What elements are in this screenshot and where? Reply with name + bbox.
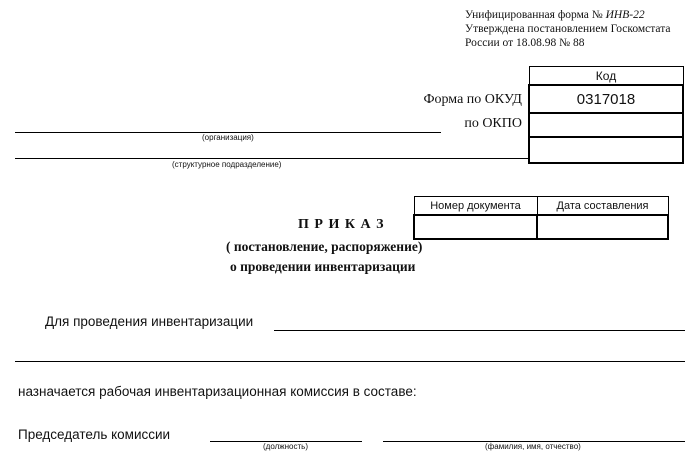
form-code: ИНВ-22	[605, 9, 645, 21]
order-subject: о проведении инвентаризации	[230, 259, 416, 274]
subdivision-line[interactable]	[15, 158, 528, 159]
purpose-label: Для проведения инвентаризации	[45, 314, 254, 329]
organization-caption: (организация)	[202, 133, 254, 142]
order-subtitle: ( постановление, распоряжение)	[226, 239, 423, 254]
form-header-line3: России от 18.08.98 № 88	[465, 37, 585, 49]
okpo-label: по ОКПО	[464, 116, 522, 131]
purpose-line[interactable]	[274, 330, 685, 331]
purpose-line-2[interactable]	[15, 361, 685, 362]
doc-number-header: Номер документа	[414, 197, 537, 216]
chairman-label: Председатель комиссии	[18, 427, 171, 442]
form-header	[465, 8, 671, 50]
form-header-line1: Унифицированная форма № ИНВ-22	[465, 9, 645, 21]
doc-date-header: Дата составления	[537, 197, 668, 216]
doc-number-field[interactable]	[414, 215, 537, 239]
commission-text: назначается рабочая инвентаризационная комиссия в составе:	[18, 384, 417, 399]
subdivision-caption: (структурное подразделение)	[172, 160, 282, 169]
code-header: Код	[529, 67, 683, 86]
full-name-caption: (фамилия, имя, отчество)	[485, 442, 581, 451]
code-table	[528, 66, 684, 164]
document-table	[413, 196, 669, 240]
form-header-line2: Утверждена постановлением Госкомстата	[465, 23, 671, 35]
order-title: П Р И К А З	[298, 217, 385, 232]
doc-date-field[interactable]	[537, 215, 668, 239]
position-caption: (должность)	[263, 442, 308, 451]
okud-value-field[interactable]: 0317018	[529, 85, 683, 113]
okud-label: Форма по ОКУД	[423, 92, 522, 107]
okpo-value-field[interactable]	[529, 113, 683, 137]
extra-code-field[interactable]	[529, 137, 683, 163]
